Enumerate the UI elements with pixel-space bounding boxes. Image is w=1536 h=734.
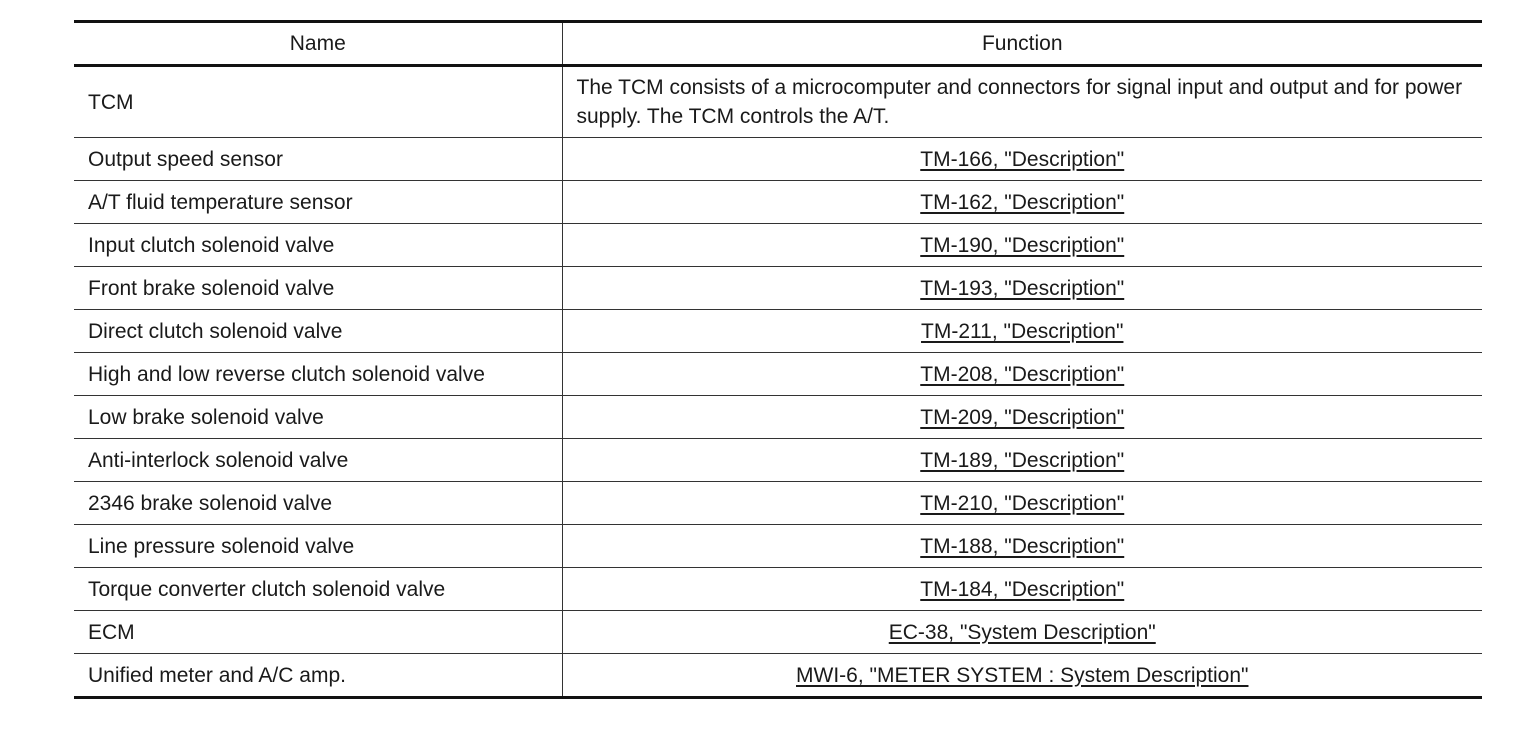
reference-link[interactable]: TM-209, "Description" xyxy=(920,405,1125,429)
reference-link[interactable]: TM-208, "Description" xyxy=(920,362,1125,386)
component-name: Torque converter clutch solenoid valve xyxy=(74,568,562,611)
header-row xyxy=(74,22,1482,66)
table-row xyxy=(74,439,1482,482)
reference-link[interactable]: TM-189, "Description" xyxy=(920,448,1125,472)
table-row xyxy=(74,396,1482,439)
component-name: Direct clutch solenoid valve xyxy=(74,310,562,353)
table-row xyxy=(74,181,1482,224)
table-row xyxy=(74,611,1482,654)
table-row xyxy=(74,224,1482,267)
component-name: Input clutch solenoid valve xyxy=(74,224,562,267)
component-name: Low brake solenoid valve xyxy=(74,396,562,439)
component-function: The TCM consists of a microcomputer and connectors for signal input and output and for power supply. The TCM controls the A/T. xyxy=(562,66,1482,138)
reference-link[interactable]: TM-210, "Description" xyxy=(920,491,1125,515)
table-row xyxy=(74,66,1482,138)
column-header-function: Function xyxy=(562,22,1482,66)
table-header xyxy=(74,22,1482,66)
table-row xyxy=(74,654,1482,698)
reference-link[interactable]: EC-38, "System Description" xyxy=(888,620,1156,644)
table-row xyxy=(74,568,1482,611)
reference-link[interactable]: TM-162, "Description" xyxy=(920,190,1125,214)
reference-link[interactable]: TM-184, "Description" xyxy=(920,577,1125,601)
reference-link[interactable]: TM-193, "Description" xyxy=(920,276,1125,300)
component-name: High and low reverse clutch solenoid valve xyxy=(74,353,562,396)
table-row xyxy=(74,138,1482,181)
component-name: Output speed sensor xyxy=(74,138,562,181)
table-row xyxy=(74,525,1482,568)
reference-link[interactable]: MWI-6, "METER SYSTEM : System Description" xyxy=(796,663,1249,687)
column-header-name: Name xyxy=(74,22,562,66)
table-row xyxy=(74,310,1482,353)
table-row xyxy=(74,267,1482,310)
reference-link[interactable]: TM-190, "Description" xyxy=(920,233,1125,257)
component-name: Front brake solenoid valve xyxy=(74,267,562,310)
reference-link[interactable]: TM-166, "Description" xyxy=(920,147,1125,171)
reference-link[interactable]: TM-211, "Description" xyxy=(921,319,1124,343)
component-name: Line pressure solenoid valve xyxy=(74,525,562,568)
reference-link[interactable]: TM-188, "Description" xyxy=(920,534,1125,558)
document-page xyxy=(74,20,1482,699)
component-name: 2346 brake solenoid valve xyxy=(74,482,562,525)
component-name: TCM xyxy=(74,66,562,138)
component-name: A/T fluid temperature sensor xyxy=(74,181,562,224)
table-row xyxy=(74,353,1482,396)
table-row xyxy=(74,482,1482,525)
component-name: Anti-interlock solenoid valve xyxy=(74,439,562,482)
table-body xyxy=(74,66,1482,698)
component-function-table xyxy=(74,20,1482,699)
component-name: Unified meter and A/C amp. xyxy=(74,654,562,698)
component-name: ECM xyxy=(74,611,562,654)
